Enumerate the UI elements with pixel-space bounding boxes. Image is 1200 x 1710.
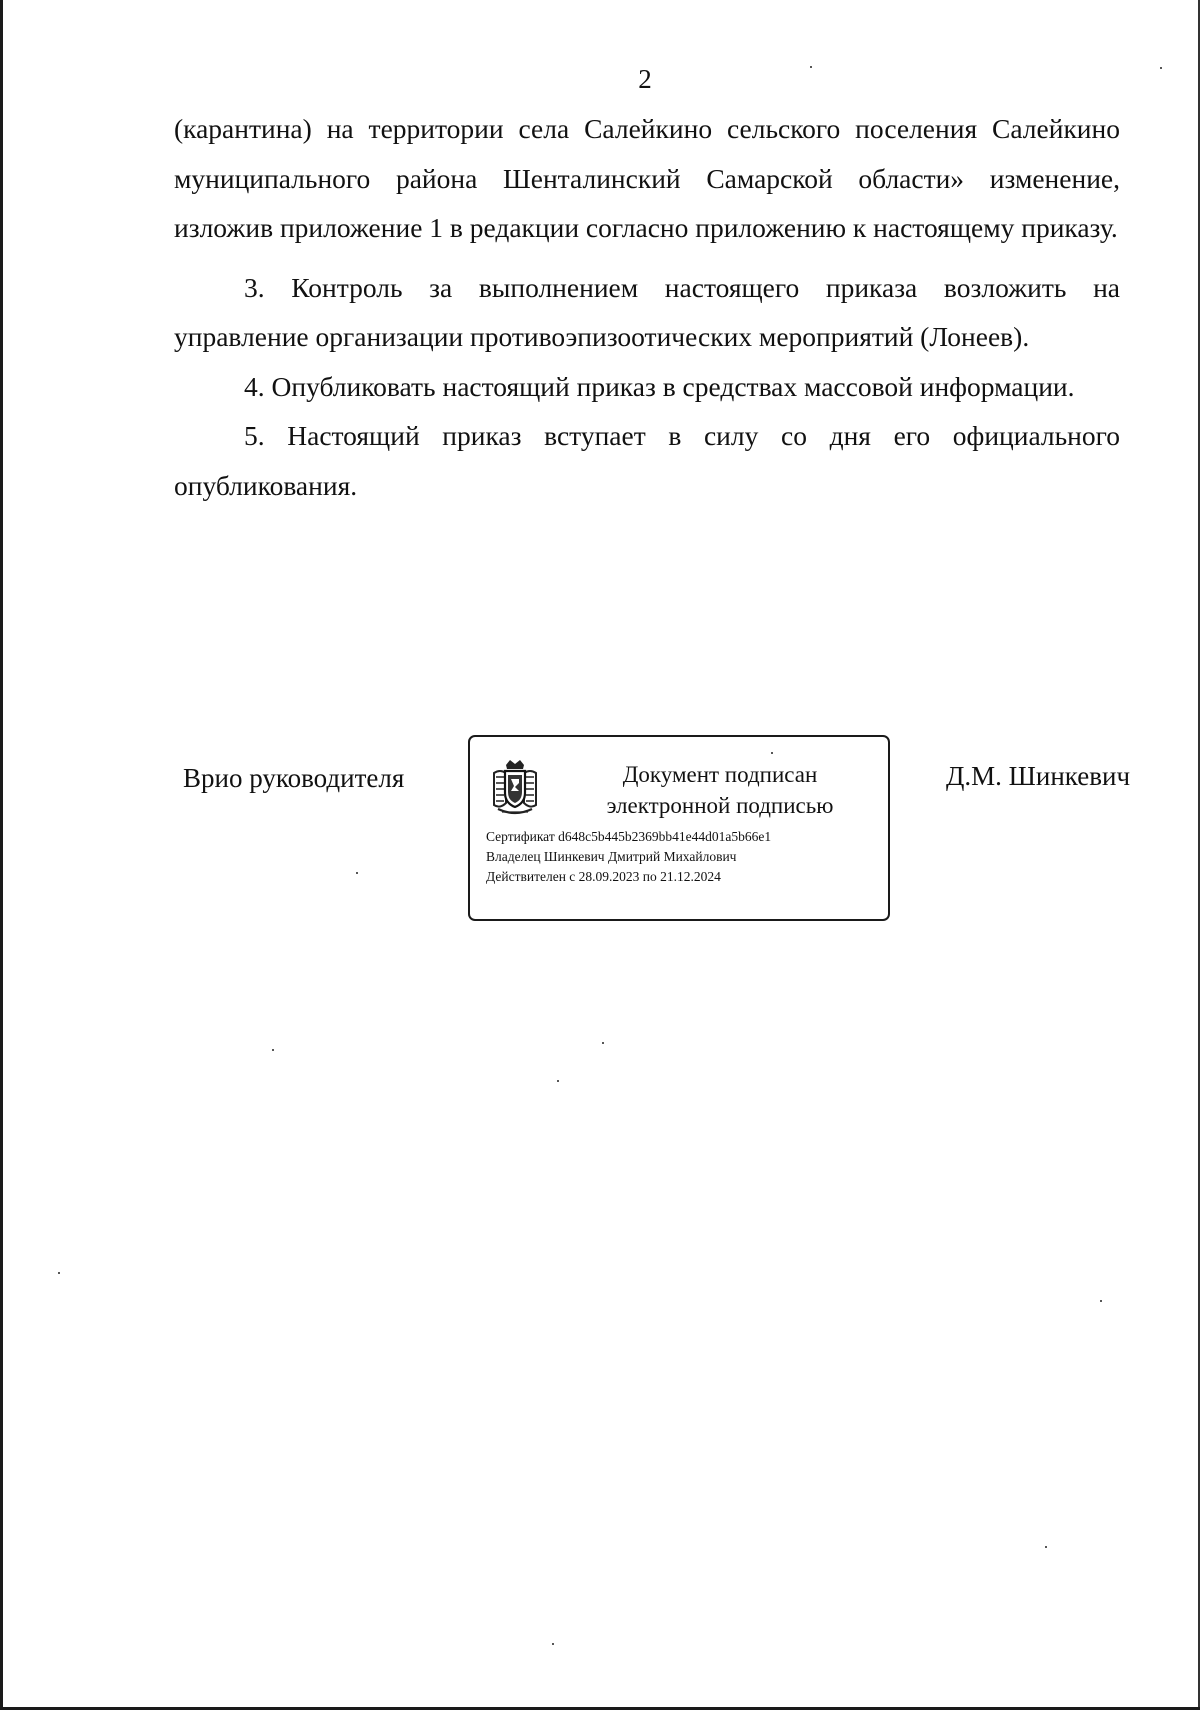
stamp-title-line-1: Документ подписан: [622, 762, 818, 787]
paragraph-4: 4. Опубликовать настоящий приказ в средствах массовой информации.: [244, 370, 1075, 402]
signatory-name: Д.М. Шинкевич: [946, 761, 1131, 791]
scan-speck: [557, 1080, 559, 1082]
paragraph-3: 3. Контроль за выполнением настоящего приказа возложить на управление организации противоэпизоотических мероприятий (Лонеев).: [174, 271, 1120, 352]
page-number: 2: [638, 64, 652, 94]
scan-speck: [810, 66, 812, 68]
stamp-owner: Владелец Шинкевич Дмитрий Михайлович: [486, 849, 737, 864]
scan-speck: [58, 1272, 60, 1274]
paragraph-continuation: (карантина) на территории села Салейкино сельского поселения Салейкино муниципального района Шенталинский Самарской области» изменение, изложив приложение 1 в редакции согласно приложению к настоящему приказу.: [174, 113, 1120, 243]
stamp-validity: Действителен с 28.09.2023 по 21.12.2024: [486, 869, 721, 884]
stamp-certificate: Сертификат d648c5b445b2369bb41e44d01a5b66e1: [486, 829, 772, 844]
paragraph-5: 5. Настоящий приказ вступает в силу со дня его официального опубликования.: [174, 420, 1120, 501]
signatory-position: Врио руководителя: [183, 763, 405, 793]
scan-speck: [552, 1643, 554, 1645]
coat-of-arms-icon: [490, 759, 540, 817]
document-body: [174, 104, 1120, 510]
scan-speck: [1045, 1546, 1047, 1548]
scan-speck: [356, 872, 358, 874]
scan-edge-left: [0, 0, 3, 1710]
stamp-title: [580, 759, 860, 821]
scan-speck: [272, 1049, 274, 1051]
scan-speck: [1100, 1300, 1102, 1302]
stamp-title-line-2: электронной подписью: [606, 793, 834, 818]
scan-speck: [602, 1042, 604, 1044]
electronic-signature-stamp: [468, 735, 890, 921]
stamp-details: [486, 827, 771, 887]
scan-speck: [771, 752, 773, 754]
scan-speck: [1160, 67, 1162, 69]
